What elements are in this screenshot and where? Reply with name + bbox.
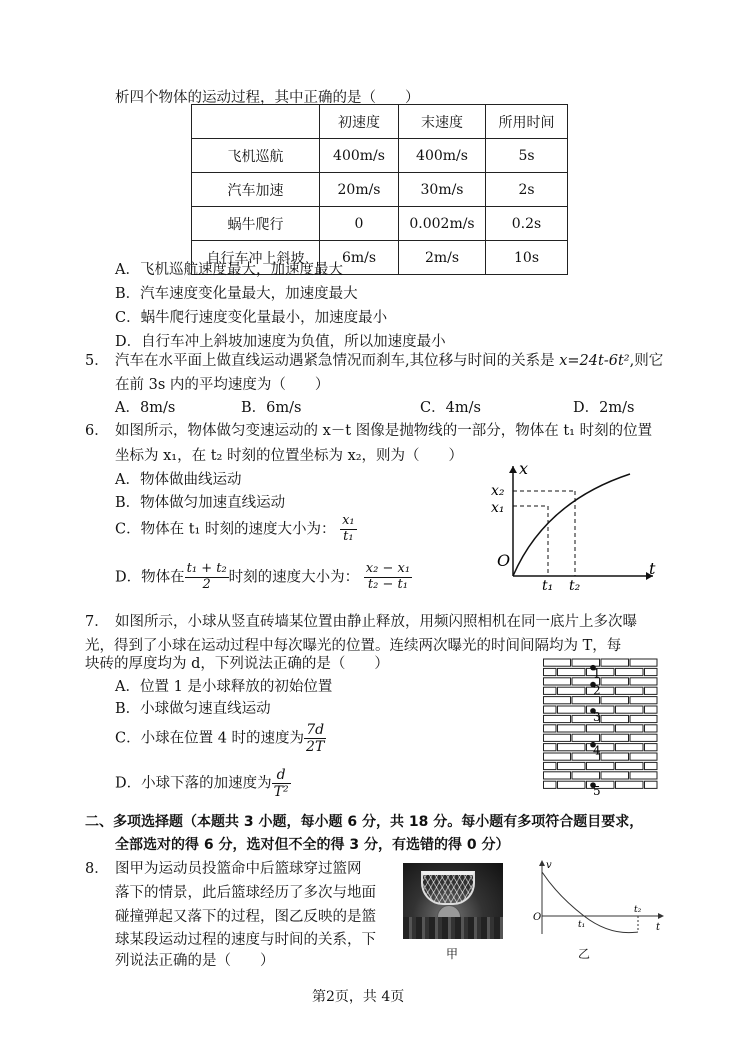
q4-option-c: C．蜗牛爬行速度变化量最小，加速度最小: [115, 310, 388, 326]
q6-option-d-fraction-1: [185, 562, 229, 593]
table-cell: 汽车加速: [192, 173, 320, 207]
brick: [544, 715, 571, 722]
brick: [601, 772, 629, 779]
photo-caption: 甲: [446, 947, 459, 961]
table-header-cell: 末速度: [399, 105, 486, 139]
q5-stem-line1: [115, 349, 663, 370]
brick: [572, 659, 600, 666]
brick: [572, 772, 600, 779]
q5-option-d: D．2m/s: [573, 400, 635, 416]
t-axis-arrow: [658, 913, 664, 919]
q5-stem-text-end: ,则它: [629, 353, 664, 369]
brick: [544, 725, 557, 732]
q5-option-a: A．8m/s: [115, 400, 176, 416]
brick: [544, 753, 571, 760]
brick: [630, 697, 657, 704]
origin-label: O: [497, 551, 511, 570]
q4-option-d: D．自行车冲上斜坡加速度为负值，所以加速度最小: [115, 334, 446, 350]
q6-option-b: B．物体做匀加速直线运动: [115, 495, 286, 511]
q5-stem-text: 汽车在水平面上做直线运动遇紧急情况而刹车,其位移与时间的关系是: [115, 353, 560, 369]
fraction-denominator: t₂ − t₁: [367, 576, 408, 592]
brick: [630, 659, 657, 666]
table-cell: 蜗牛爬行: [192, 207, 320, 241]
t2-label: t₂: [569, 578, 581, 590]
table-cell: 0: [320, 207, 399, 241]
fraction-numerator: d: [272, 767, 291, 784]
brick: [645, 725, 658, 732]
table-cell: 5s: [486, 139, 568, 173]
fraction-numerator: x₂ − x₁: [365, 561, 411, 576]
brick: [616, 725, 644, 732]
table-header-row: [192, 105, 568, 139]
q7-option-b: B．小球做匀速直线运动: [115, 701, 271, 717]
t-axis-label: t: [649, 559, 656, 578]
fraction-denominator: t₁: [343, 528, 354, 544]
ball-position-label: 3: [593, 709, 601, 724]
q6-option-d-text-mid: 时刻的速度大小为：: [228, 569, 360, 586]
brick: [544, 687, 557, 694]
brick: [558, 781, 586, 788]
brick: [645, 706, 658, 713]
q8-vt-graph: [528, 858, 668, 938]
q6-xt-graph: [485, 462, 665, 590]
brick: [616, 668, 644, 675]
q7-option-a: A．位置 1 是小球释放的初始位置: [115, 679, 333, 695]
q6-option-c: [115, 514, 357, 545]
x-axis-label: x: [519, 462, 529, 478]
brick: [544, 772, 571, 779]
table-cell: 10s: [486, 241, 568, 275]
table-cell: 2m/s: [399, 241, 486, 275]
velocity-curve: [542, 872, 638, 933]
q8-stem-line: 球某段运动过程的速度与时间的关系，下: [115, 932, 376, 948]
q8-number: 8．: [85, 861, 109, 877]
q5-equation: x=24t-6t²: [559, 353, 630, 369]
v-axis-label: v: [546, 860, 552, 871]
motion-table: [191, 104, 568, 275]
table-cell: 0.2s: [486, 207, 568, 241]
table-header-cell: [192, 105, 320, 139]
brick: [601, 753, 629, 760]
t2-label: t₂: [634, 905, 642, 915]
q5-number: 5．: [85, 353, 109, 369]
q5-stem-line2: 在前 3s 内的平均速度为（ ）: [115, 377, 330, 393]
question-intro: 析四个物体的运动过程，其中正确的是（ ）: [115, 90, 420, 106]
table-header-cell: 所用时间: [486, 105, 568, 139]
q6-option-d-fraction-2: [364, 562, 412, 593]
q8-stem-line: 落下的情景，此后篮球经历了多次与地面: [115, 885, 376, 901]
table-header-cell: 初速度: [320, 105, 399, 139]
t1-label: t₁: [578, 920, 586, 930]
q6-stem-line1: 如图所示，物体做匀变速运动的 x－t 图像是抛物线的一部分，物体在 t₁ 时刻的位置: [115, 423, 653, 439]
brick: [558, 668, 586, 675]
brick: [601, 715, 629, 722]
q7-number: 7．: [85, 614, 109, 630]
q8-stem-line: 图甲为运动员投篮命中后篮球穿过篮网: [115, 861, 362, 877]
brick: [587, 725, 615, 732]
brick: [630, 772, 657, 779]
table-cell: 飞机巡航: [192, 139, 320, 173]
brick: [645, 668, 658, 675]
table-cell: 0.002m/s: [399, 207, 486, 241]
q6-option-c-text: C．物体在 t₁ 时刻的速度大小为：: [115, 521, 336, 538]
brick: [544, 678, 571, 685]
brick: [616, 744, 644, 751]
q7-option-c-text: C．小球在位置 4 时的速度为: [115, 730, 305, 747]
q6-option-c-fraction: [340, 514, 357, 545]
q6-stem-line2: 坐标为 x₁，在 t₂ 时刻的位置坐标为 x₂，则为（ ）: [115, 448, 464, 464]
q7-stem-line2: 光，得到了小球在运动过程中每次曝光的位置。连续两次曝光的时间间隔均为 T，每: [85, 638, 622, 654]
brick: [587, 762, 615, 769]
brick: [544, 781, 557, 788]
fraction-numerator: t₁ + t₂: [186, 561, 227, 576]
brick: [558, 687, 586, 694]
t1-label: t₁: [542, 578, 554, 590]
fraction-denominator: 2T: [306, 739, 325, 756]
table-cell: 400m/s: [320, 139, 399, 173]
fraction-denominator: T²: [273, 784, 289, 801]
brick: [616, 687, 644, 694]
table-cell: 2s: [486, 173, 568, 207]
section-2-heading-line1: 二、多项选择题（本题共 3 小题，每小题 6 分，共 18 分。每小题有多项符合题目要求，: [85, 814, 644, 830]
q6-option-d: [115, 562, 412, 593]
crowd-background: [403, 917, 503, 939]
brick: [630, 734, 657, 741]
x2-label: x₂: [491, 483, 505, 499]
q7-option-d: [115, 767, 291, 800]
q4-option-a: A．飞机巡航速度最大，加速度最大: [115, 262, 343, 278]
q6-option-a: A．物体做曲线运动: [115, 472, 242, 488]
table-cell: 30m/s: [399, 173, 486, 207]
q8-stem-line: 列说法正确的是（ ）: [115, 953, 275, 969]
ball-position-label: 4: [593, 743, 601, 758]
brick: [645, 744, 658, 751]
brick: [601, 734, 629, 741]
table-cell: 400m/s: [399, 139, 486, 173]
brick: [601, 659, 629, 666]
table-row: [192, 207, 568, 241]
q6-option-d-text: D．物体在: [115, 569, 185, 586]
q7-option-d-fraction: [272, 767, 291, 800]
brick-wall-figure: [543, 658, 659, 796]
q5-option-c: C．4m/s: [420, 400, 481, 416]
fraction-denominator: 2: [202, 576, 211, 592]
ball-position-label: 2: [593, 683, 601, 698]
page-footer: 第2页，共 4页: [312, 989, 405, 1005]
fraction-numerator: x₁: [342, 513, 355, 528]
fraction-numerator: 7d: [304, 722, 326, 739]
v-axis-arrow: [539, 860, 545, 866]
basket-net: [421, 871, 475, 905]
brick: [601, 697, 629, 704]
brick: [558, 762, 586, 769]
t-axis-label: t: [656, 922, 661, 933]
q4-option-b: B．汽车速度变化量最大，加速度最大: [115, 286, 358, 302]
origin-label: O: [533, 912, 542, 923]
q7-option-c: [115, 722, 326, 755]
table-row: [192, 173, 568, 207]
brick: [544, 659, 571, 666]
brick: [645, 781, 658, 788]
brick: [544, 734, 571, 741]
brick: [616, 762, 644, 769]
table-row: [192, 139, 568, 173]
q7-option-d-text: D．小球下落的加速度为: [115, 775, 272, 792]
brick: [630, 753, 657, 760]
graph-caption: 乙: [578, 947, 591, 961]
brick: [544, 697, 571, 704]
section-2-heading-line2: 全部选对的得 6 分，选对但不全的得 3 分，有选错的得 0 分）: [115, 837, 510, 853]
brick: [558, 725, 586, 732]
basketball-photo: [403, 863, 503, 939]
brick: [572, 697, 600, 704]
q7-stem-line1: 如图所示，小球从竖直砖墙某位置由静止释放，用频闪照相机在同一底片上多次曝: [115, 614, 637, 630]
q5-option-b: B．6m/s: [241, 400, 302, 416]
parabola-curve: [513, 474, 630, 576]
brick: [544, 668, 557, 675]
q6-number: 6．: [85, 423, 109, 439]
brick: [630, 715, 657, 722]
brick: [558, 706, 586, 713]
q7-stem-line3: 块砖的厚度均为 d，下列说法正确的是（ ）: [85, 656, 389, 672]
x1-label: x₁: [491, 500, 505, 516]
table-cell: 6m/s: [320, 241, 399, 275]
brick: [616, 706, 644, 713]
brick: [645, 687, 658, 694]
brick: [544, 744, 557, 751]
brick: [601, 678, 629, 685]
q8-stem-line: 碰撞弹起又落下的过程，图乙反映的是篮: [115, 909, 376, 925]
brick: [630, 678, 657, 685]
brick: [544, 706, 557, 713]
table-cell: 自行车冲上斜坡: [192, 241, 320, 275]
x-axis-arrow: [509, 466, 517, 473]
brick: [645, 762, 658, 769]
brick: [558, 744, 586, 751]
q7-option-c-fraction: [304, 722, 326, 755]
brick: [616, 781, 644, 788]
table-cell: 20m/s: [320, 173, 399, 207]
ball-position-label: 5: [593, 784, 601, 796]
brick: [572, 734, 600, 741]
ball-position-label: 1: [593, 666, 601, 681]
brick: [544, 762, 557, 769]
